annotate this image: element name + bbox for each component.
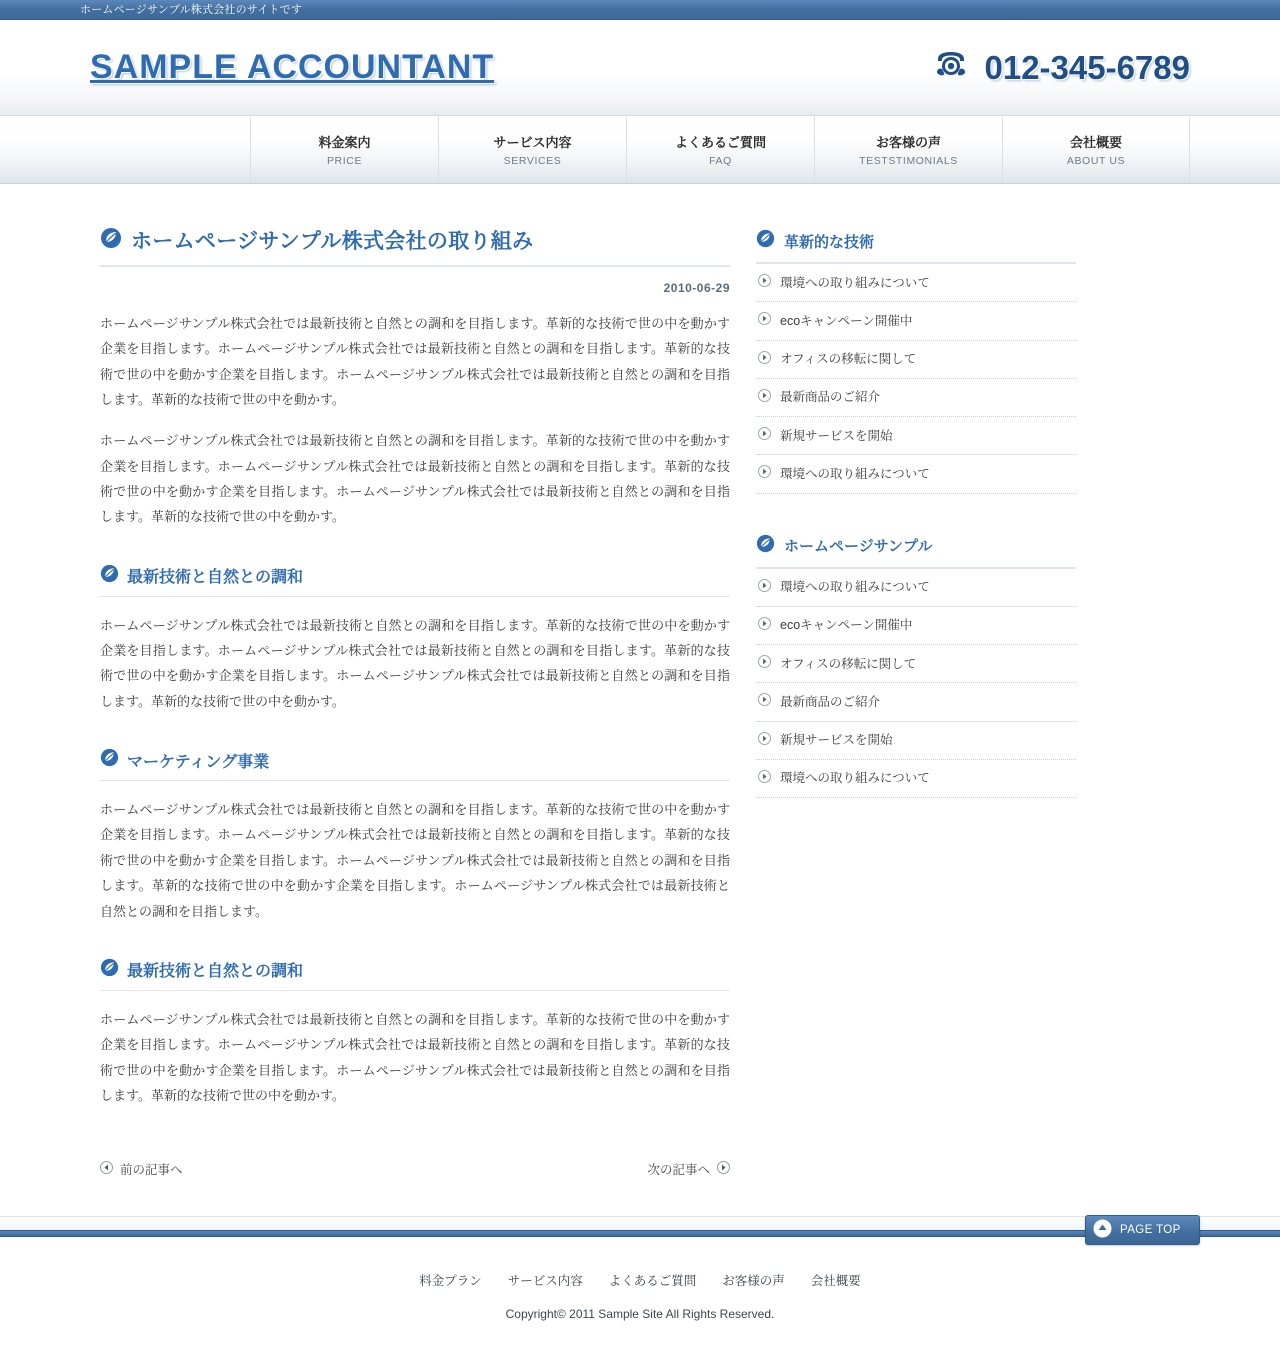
leaf-bullet-icon — [100, 564, 119, 588]
chevron-right-icon — [758, 732, 771, 749]
list-item[interactable] — [756, 417, 1076, 455]
main-content — [90, 225, 730, 1208]
article-pager — [100, 1160, 730, 1208]
sidebar-link-label: 新規サービスを開始 — [780, 428, 893, 443]
sidebar-link-label: 最新商品のご紹介 — [780, 694, 881, 709]
article-paragraph: ホームページサンプル株式会社では最新技術と自然との調和を目指します。革新的な技術で世の中を動かす企業を目指します。ホームページサンプル株式会社では最新技術と自然との調和を目指します。革新的な技術で世の中を動かす企業を目指します。ホームページサンプル株式会社では最新技術と自然との調和を目指します。革新的な技術で世の中を動かす。 — [100, 433, 730, 525]
chevron-right-icon — [758, 465, 771, 482]
next-article-link[interactable] — [647, 1160, 730, 1178]
chevron-right-icon — [758, 617, 771, 634]
arrow-right-icon — [717, 1161, 730, 1177]
phone-number: 012-345-6789 — [984, 48, 1190, 86]
phone-block — [934, 49, 1190, 87]
section-title: 最新技術と自然との調和 — [127, 569, 304, 587]
leaf-bullet-icon — [100, 748, 119, 772]
chevron-right-icon — [758, 693, 771, 710]
sidebar-link[interactable] — [756, 569, 1076, 606]
leaf-bullet-icon — [100, 958, 119, 982]
main-navigation — [0, 116, 1280, 184]
chevron-right-icon — [758, 770, 771, 787]
chevron-right-icon — [758, 389, 771, 406]
sidebar-block — [756, 534, 1076, 799]
leaf-bullet-icon — [100, 227, 122, 254]
arrow-left-icon — [100, 1161, 113, 1177]
footer-link[interactable]: お客様の声 — [722, 1274, 785, 1289]
article-title: ホームページサンプル株式会社の取り組み — [131, 230, 534, 253]
section-paragraph: ホームページサンプル株式会社では最新技術と自然との調和を目指します。革新的な技術で世の中を動かす企業を目指します。ホームページサンプル株式会社では最新技術と自然との調和を目指します。革新的な技術で世の中を動かす企業を目指します。ホームページサンプル株式会社では最新技術と自然との調和を目指します。革新的な技術で世の中を動かす企業を目指します。ホームページサンプル株式会社では最新技術と自然との調和を目指します。 — [100, 802, 730, 919]
sidebar-link-label: 環境への取り組みについて — [780, 771, 930, 786]
sidebar-link[interactable] — [756, 302, 1076, 339]
sidebar-link[interactable] — [756, 760, 1076, 797]
page-title — [100, 225, 730, 267]
sidebar-link-label: オフィスの移転に関して — [780, 656, 917, 671]
nav-item-label-ja: 会社概要 — [1069, 135, 1122, 150]
nav-item-price[interactable] — [250, 116, 438, 183]
nav-item-label-en: SERVICES — [503, 155, 562, 167]
site-header — [0, 20, 1280, 116]
sidebar-block-header — [756, 534, 1076, 569]
chevron-right-icon — [758, 274, 771, 291]
chevron-right-icon — [758, 427, 771, 444]
section-paragraph: ホームページサンプル株式会社では最新技術と自然との調和を目指します。革新的な技術で世の中を動かす企業を目指します。ホームページサンプル株式会社では最新技術と自然との調和を目指します。革新的な技術で世の中を動かす企業を目指します。ホームページサンプル株式会社では最新技術と自然との調和を目指します。革新的な技術で世の中を動かす。 — [100, 617, 730, 709]
sidebar-block-title: ホームページサンプル — [784, 538, 933, 555]
section-title: マーケティング事業 — [127, 753, 270, 771]
page-top-label: PAGE TOP — [1120, 1224, 1181, 1237]
sidebar-link[interactable] — [756, 379, 1076, 416]
list-item[interactable] — [756, 722, 1076, 760]
list-item[interactable] — [756, 760, 1076, 798]
leaf-bullet-icon — [756, 229, 775, 253]
section-paragraph: ホームページサンプル株式会社では最新技術と自然との調和を目指します。革新的な技術で世の中を動かす企業を目指します。ホームページサンプル株式会社では最新技術と自然との調和を目指します。革新的な技術で世の中を動かす企業を目指します。ホームページサンプル株式会社では最新技術と自然との調和を目指します。革新的な技術で世の中を動かす。 — [100, 1011, 730, 1103]
nav-item-label-ja: お客様の声 — [875, 135, 941, 150]
sidebar-link[interactable] — [756, 607, 1076, 644]
sidebar-link-label: オフィスの移転に関して — [780, 352, 917, 366]
nav-item-label-ja: よくあるご質問 — [674, 135, 766, 150]
article-paragraph: ホームページサンプル株式会社では最新技術と自然との調和を目指します。革新的な技術で世の中を動かす企業を目指します。ホームページサンプル株式会社では最新技術と自然との調和を目指します。革新的な技術で世の中を動かす企業を目指します。ホームページサンプル株式会社では最新技術と自然との調和を目指します。革新的な技術で世の中を動かす。 — [100, 316, 730, 408]
top-bar — [0, 0, 1280, 20]
sidebar — [756, 225, 1076, 798]
list-item[interactable] — [756, 607, 1076, 645]
copyright-text: Copyright© 2011 Sample Site All Rights Reserved. — [505, 1307, 775, 1322]
footer-navigation — [0, 1237, 1280, 1289]
site-tagline: ホームページサンプル株式会社のサイトです — [80, 3, 303, 16]
chevron-right-icon — [758, 312, 771, 329]
section-heading — [100, 958, 730, 991]
prev-article-link[interactable] — [100, 1160, 183, 1178]
chevron-right-icon — [758, 351, 771, 368]
nav-item-label-en: FAQ — [709, 155, 732, 167]
sidebar-link[interactable] — [756, 683, 1076, 720]
nav-item-label-ja: 料金案内 — [318, 135, 371, 150]
sidebar-block — [756, 229, 1076, 494]
list-item[interactable] — [756, 683, 1076, 721]
sidebar-link[interactable] — [756, 455, 1076, 492]
footer-link[interactable]: 会社概要 — [810, 1274, 861, 1289]
sidebar-list — [756, 264, 1076, 494]
next-article-label: 次の記事へ — [647, 1163, 710, 1178]
list-item[interactable] — [756, 264, 1076, 302]
nav-item-about-us[interactable] — [1002, 116, 1190, 183]
section-title: 最新技術と自然との調和 — [127, 963, 304, 981]
chevron-right-icon — [758, 579, 771, 596]
list-item[interactable] — [756, 302, 1076, 340]
telephone-icon — [934, 50, 974, 85]
sidebar-link-label: 環境への取り組みについて — [780, 580, 930, 594]
footer-link[interactable]: 料金プラン — [419, 1274, 482, 1289]
section-heading — [100, 748, 730, 781]
list-item[interactable] — [756, 569, 1076, 607]
site-footer — [0, 1224, 1280, 1347]
arrow-up-icon — [1093, 1219, 1112, 1241]
chevron-right-icon — [758, 655, 771, 672]
list-item[interactable] — [756, 379, 1076, 417]
site-logo[interactable]: SAMPLE ACCOUNTANT — [90, 48, 495, 86]
prev-article-label: 前の記事へ — [120, 1163, 183, 1178]
sidebar-link-label: ecoキャンペーン開催中 — [780, 313, 913, 328]
sidebar-link[interactable] — [756, 722, 1076, 759]
nav-item-label-en: PRICE — [326, 155, 363, 167]
list-item[interactable] — [756, 341, 1076, 379]
section-heading — [100, 564, 730, 597]
nav-item-teststimonials[interactable] — [814, 116, 1002, 183]
nav-item-faq[interactable] — [626, 116, 814, 183]
nav-item-label-en: TESTSTIMONIALS — [859, 155, 958, 167]
sidebar-link-label: 最新商品のご紹介 — [780, 390, 881, 405]
sidebar-link-label: 環境への取り組みについて — [780, 275, 930, 290]
page-top-button[interactable] — [1085, 1215, 1200, 1245]
leaf-bullet-icon — [756, 534, 775, 558]
sidebar-list — [756, 569, 1076, 799]
sidebar-link[interactable] — [756, 264, 1076, 301]
sidebar-block-header — [756, 229, 1076, 264]
sidebar-link[interactable] — [756, 341, 1076, 378]
sidebar-link-label: 環境への取り組みについて — [780, 466, 930, 481]
nav-item-label-ja: サービス内容 — [493, 135, 572, 150]
list-item[interactable] — [756, 645, 1076, 683]
footer-link[interactable]: サービス内容 — [507, 1274, 583, 1289]
sidebar-link[interactable] — [756, 645, 1076, 682]
sidebar-link[interactable] — [756, 417, 1076, 454]
nav-item-label-en: ABOUT US — [1066, 155, 1126, 167]
footer-link[interactable]: よくあるご質問 — [608, 1274, 697, 1289]
sidebar-link-label: ecoキャンペーン開催中 — [780, 618, 913, 633]
article-date: 2010-06-29 — [663, 281, 730, 295]
sidebar-block-title: 革新的な技術 — [784, 233, 875, 251]
nav-item-services[interactable] — [438, 116, 626, 183]
list-item[interactable] — [756, 455, 1076, 493]
sidebar-link-label: 新規サービスを開始 — [780, 733, 893, 747]
